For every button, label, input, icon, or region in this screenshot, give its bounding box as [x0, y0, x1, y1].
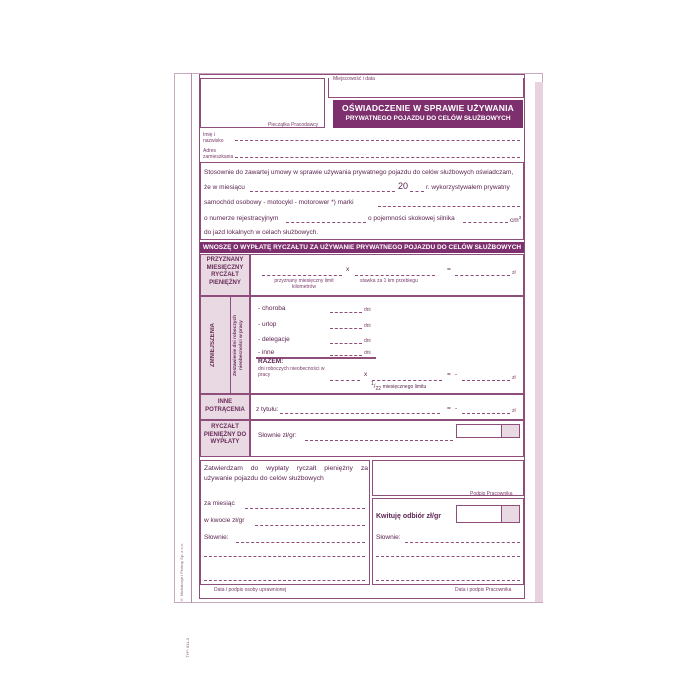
lump-label: PRZYZNANY MIESIĘCZNY RYCZAŁT PIENIĘŻNY: [206, 257, 244, 286]
statement-year-prefix: 20: [398, 181, 409, 191]
statement-vehicle-label: samochód osobowy - motocykl - motorower *) marki: [204, 199, 354, 206]
receipt-sign-label: Data i podpis Pracownika: [455, 587, 512, 593]
form-title: [333, 100, 523, 128]
reduction-other-days: dni: [364, 350, 371, 356]
other-minus: -: [455, 405, 458, 412]
statement-brand-field[interactable]: [378, 206, 520, 207]
other-amount-field[interactable]: [462, 413, 510, 414]
form-edge-shadow: [535, 82, 543, 602]
receipt-amount-zl[interactable]: [456, 505, 502, 523]
statement-month-field[interactable]: [250, 191, 395, 192]
place-date-field[interactable]: [328, 78, 524, 98]
reduction-item-other: - inne: [258, 349, 275, 356]
reductions-label: ZMNIEJSZENIA: [210, 323, 216, 368]
statement-reg-label: o numerze rejestracyjnym: [204, 215, 279, 222]
employee-sign-label: Podpis Pracownika: [470, 491, 513, 497]
other-title-label: z tytułu:: [256, 406, 279, 413]
reduction-sick-days: dni: [364, 307, 371, 313]
approval-sign-field[interactable]: [204, 580, 365, 581]
reductions-sum-field[interactable]: [330, 380, 360, 381]
statement-line-1: Stosownie do zawartej umowy w sprawie używania prywatnego pojazdu do celów służbowych oświadczam,: [204, 169, 514, 176]
receipt-label: Kwituję odbiór zł/gr: [376, 513, 441, 520]
reductions-minus: -: [455, 371, 458, 378]
statement-unit: $cm^3$: [510, 215, 522, 225]
address-label: Adres zamieszkania: [203, 148, 234, 160]
approval-text: Zatwierdzam do wypłaty ryczałt pieniężny za używanie pojazdu do celów służbowych: [204, 465, 368, 482]
statement-engine-label: o pojemności skokowej silnika: [368, 215, 455, 222]
stamp-label: Pieczątka Pracodawcy: [268, 122, 319, 128]
lump-currency: zł: [512, 270, 516, 276]
statement-month-label: że w miesiącu: [204, 184, 245, 191]
receipt-words-label: Słownie:: [376, 534, 401, 541]
place-date-label: Miejscowość i data: [333, 76, 375, 82]
reductions-sub-label: Zestawienie dni roboczych nieobecności w pracy: [233, 314, 244, 376]
title-line-2: PRYWATNEGO POJAZDU DO CELÓW SŁUŻBOWYCH: [345, 115, 511, 122]
receipt-sign-field[interactable]: [376, 580, 520, 581]
reduction-leave-field[interactable]: [330, 328, 362, 329]
other-title-field[interactable]: [280, 413, 440, 414]
address-field[interactable]: [235, 157, 520, 158]
approval-month-label: za miesiąc: [204, 500, 235, 507]
payout-words-field[interactable]: [305, 440, 453, 441]
approval-words-label: Słownie:: [204, 534, 229, 541]
reductions-result-field[interactable]: [462, 380, 510, 381]
lump-equals: =: [447, 266, 451, 273]
lump-rate-field[interactable]: [355, 275, 435, 276]
reduction-leave-days: dni: [364, 323, 371, 329]
reductions-equals: =: [447, 371, 451, 378]
reduction-item-trips: - delegacje: [258, 336, 290, 343]
other-currency: zł: [512, 408, 516, 414]
reduction-other-field[interactable]: [330, 355, 362, 356]
lump-limit-field[interactable]: [262, 275, 342, 276]
approval-words-field-1[interactable]: [236, 542, 365, 543]
title-line-1: OŚWIADCZENIE W SPRAWIE UŻYWANIA: [342, 103, 514, 113]
stamp-box: [200, 78, 325, 128]
other-label: INNE POTRĄCENIA: [205, 399, 245, 413]
reductions-sum-title: RAZEM:: [258, 358, 284, 365]
other-equals: =: [447, 405, 451, 412]
approval-sign-label: Data i podpis osoby uprawnionej: [214, 587, 287, 593]
statement-engine-field[interactable]: [463, 222, 508, 223]
other-row: [250, 394, 524, 420]
statement-year-field[interactable]: [410, 191, 424, 192]
reductions-sum-text: dni roboczych nieobecności w pracy: [258, 366, 325, 378]
stub-publisher: © Michalczyk i Prokop Sp. z o.o.: [179, 543, 184, 603]
stub-code: TYP: 811-3: [185, 638, 190, 658]
section-title: WNOSZĘ O WYPŁATĘ RYCZAŁTU ZA UŻYWANIE PRYWATNEGO POJAZDU DO CELÓW SŁUŻBOWYCH: [200, 242, 524, 253]
receipt-words-field-2[interactable]: [376, 556, 520, 557]
statement-line-5: do jazd lokalnych w celach służbowych.: [204, 229, 319, 236]
name-field[interactable]: [235, 140, 520, 141]
payout-amount-zl[interactable]: [456, 424, 502, 438]
reduction-trips-days: dni: [364, 338, 371, 344]
statement-used-label: r. wykorzystywałem prywatny: [426, 184, 510, 191]
lump-times: x: [346, 266, 350, 273]
approval-words-field-2[interactable]: [204, 556, 365, 557]
approval-amount-field[interactable]: [255, 525, 365, 526]
payout-words-label: Słownie zł/gr:: [258, 432, 297, 439]
reductions-times: x: [364, 371, 368, 378]
reductions-currency: zł: [512, 375, 516, 381]
statement-reg-field[interactable]: [286, 222, 366, 223]
name-label: Imię i nazwisko: [203, 132, 224, 144]
binding-stub: [176, 73, 192, 658]
receipt-words-field-1[interactable]: [405, 542, 520, 543]
lump-limit-label: przyznany miesięczny limit kilometrów: [274, 278, 334, 290]
lump-result-field[interactable]: [455, 275, 510, 276]
reduction-item-leave: - urlop: [258, 321, 277, 328]
reduction-trips-field[interactable]: [330, 343, 362, 344]
reductions-fraction: $^1/_{22}$ miesięcznego limitu: [371, 381, 427, 393]
approval-amount-label: w kwocie zł/gr: [204, 517, 245, 524]
payout-label: RYCZAŁT PIENIĘŻNY DO WYPŁATY: [203, 424, 247, 445]
reduction-sick-field[interactable]: [330, 312, 362, 313]
approval-month-field[interactable]: [245, 508, 365, 509]
lump-rate-label: stawka za 1 km przebiegu: [360, 278, 418, 284]
reduction-item-sick: - choroba: [258, 305, 286, 312]
